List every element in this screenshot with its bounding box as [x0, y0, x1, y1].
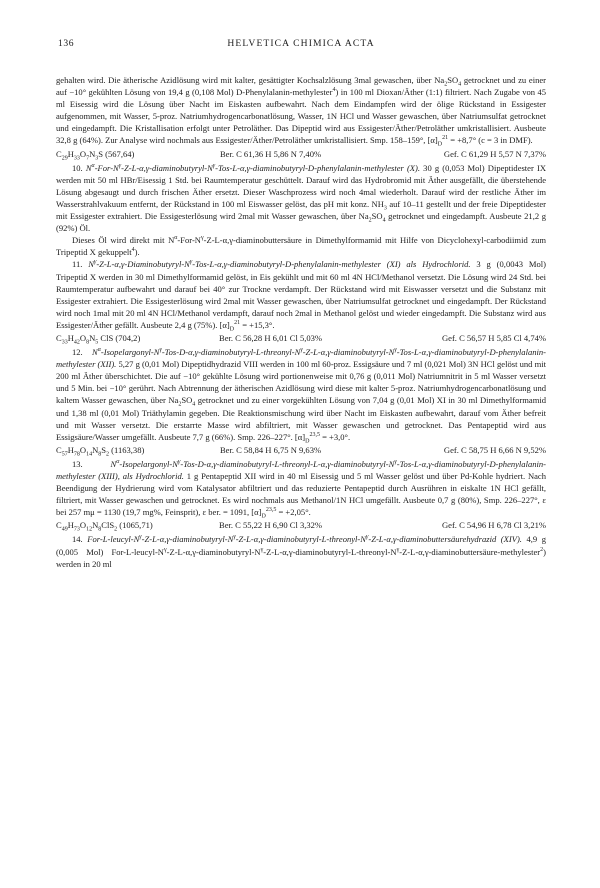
page-header: [56, 38, 546, 54]
analysis-formula: $C_{49}H_{73}O_{12}N_8ClS_2$ (1065,71): [56, 520, 153, 534]
analysis-calculated: Ber. C 56,28 H 6,01 Cl 5,03%: [219, 332, 323, 343]
elemental-analysis: [56, 332, 546, 344]
journal-page: [56, 38, 546, 570]
paragraph: gehalten wird. Die ätherische Azidlösung wird mit kalter, gesättigter Kochsalzlösung 3mal gewaschen, über $Na_2SO_4$ getrocknet und zu einer auf −10° gekühlten Lösung von 19,4 g (0,108 Mol) D-Phenylalanin-methylester$^4$) in 100 ml Dioxan/Äther (1:1) filtriert. Nach Zugabe von 45 ml Eisessig wird die Lösung über Nacht im Eiskasten aufbewahrt. Nach dem Eindampfen wird der ölige Rückstand in Essigester aufgenommen, mit Wasser, 5-proz. Natriumhydrogencarbonatlösung, Wasser, 1N HCl und Wasser gewaschen, über Natriumsulfat getrocknet und eingedampft. Die Kristallisation erfolgt unter Petroläther. Das Dipeptid wird aus Essigester/Äther/Petroläther umkristallisiert. Ausbeute 32,8 g (64%). Zur Analyse wird nochmals aus Essigester/Äther/Petroläther umkristallisiert. Smp. 158–159°, $[\alpha]_D^{21} = +8,7^\circ$ (c = 3 in DMF).: [56, 75, 547, 149]
journal-title: HELVETICA CHIMICA ACTA: [227, 38, 375, 49]
analysis-found: Gef. C 61,29 H 5,57 N 7,37%: [443, 148, 546, 159]
article-body: [56, 74, 546, 570]
analysis-formula: $C_{29}H_{33}O_7N_3S$ (567,64): [56, 148, 135, 162]
paragraph: Dieses Öl wird direkt mit $N^\alpha-For-N^\gamma-Z-L-\alpha,\gamma$-diaminobuttersäure in Dimethylformamid mit Hilfe von Dicyclohexyl-carbodiimid zum Tripeptid X gekuppelt$^4$).: [56, 235, 546, 258]
analysis-formula: $C_{57}H_{78}O_{14}N_8S_2$ (1163,38): [56, 444, 145, 458]
analysis-calculated: Ber. C 55,22 H 6,90 Cl 3,32%: [219, 520, 323, 531]
paragraph: 11. $N^\gamma-Z-L-\alpha,\gamma-Diaminobutyryl-N^\gamma-Tos-L-\alpha,\gamma-diaminobutyryl-D-phenylalanin$-methylester (XI) als Hydrochlorid. 3 g (0,0043 Mol) Tripeptid X werden in 30 ml Dimethylformamid gelöst, in Eis gekühlt und mit 60 ml 4N HCl/Methanol versetzt. Die Lösung wird 24 Std. bei Raumtemperatur aufbewahrt und darauf bei 40° zur Trockne verdampft. Der Rückstand wird mit Eiswasser versetzt und die Substanz mit Essigester extrahiert. Die Essigesterlösung wird 2mal mit Wasser gewaschen, über Natriumsulfat getrocknet und eingedampft. Der Rückstand wird noch 1mal mit 20 ml 4N HCl/Methanol verdampft, darauf noch 2mal in Methanol gelöst und wieder eingedampft. Die Substanz wird aus Essigester/Äther gefällt. Ausbeute 2,4 g (75%). $[\alpha]_D^{21} = +15,3^\circ$.: [56, 259, 546, 333]
elemental-analysis: [56, 519, 546, 534]
paragraph: 10. $N^\alpha-For-N^\gamma-Z-L-\alpha,\gamma-diaminobutyryl-N^\gamma-Tos-L-\alpha,\gamma-diaminobutyryl-D-phenylalanin$-methylester (X). 30 g (0,053 Mol) Dipeptidester IX werden mit 50 ml HBr/Eisessig 1 Std. bei Raumtemperatur geschüttelt. Darauf wird das Hydrobromid mit Äther ausgefällt, die überstehende Lösung abgesaugt und durch frischen Äther ersetzt. Dieser Waschprozess wird noch 4mal wiederholt. Darauf wird der restliche Äther im Wasserstrahlvakuum entfernt, der Rückstand in 100 ml Eiswasser gelöst, das pH mit konz. $NH_3$ auf 10–11 gestellt und der freie Dipeptidester mit Essigester extrahiert. Die Essigesterlösung wird 2mal mit Wasser gewaschen, über $Na_2SO_4$ getrocknet und eingedampft. Ausbeute 21,2 g (92%) Öl.: [56, 162, 546, 234]
paragraph: 12. $N^\alpha-Isopelargonyl-N^\gamma-Tos-D-\alpha,\gamma-diaminobutyryl-L-threonyl-N^\gamma-Z-L-\alpha,\gamma-diaminobutyryl-N^\gamma-Tos-L-\alpha,\gamma-diaminobutyryl-D$-phenylalanin-methylester (XII). 5,27 g (0,01 Mol) Dipeptidhydrazid VIII werden in 100 ml 60-proz. Essigsäure und 7 ml (0,021 Mol) 3N HCl gelöst und mit 200 ml Äther überschichtet. Die auf −10° gekühlte Lösung wird portionenweise mit 0,76 g (0,011 Mol) Natriumnitrit in 5 ml Wasser versetzt und 5 Min. bei −10° gerührt. Nach Abtrennung der ätherischen Azidlösung wird diese mit kalter 5-proz. Natriumhydrogencarbonatlösung und kaltem Wasser gewaschen, über $Na_2SO_4$ getrocknet und zu einer vorgekühlten Lösung von 7,04 g (0,01 Mol) XI in 30 ml Dimethylformamid und 1,38 ml (0,01 Mol) Triäthylamin gegeben. Die Reaktionsmischung wird über Nacht im Eiskasten aufbewahrt, darauf vom Äther befreit und mit Wasser versetzt. Die erstarrte Masse wird abfiltriert, mit Wasser gewaschen und getrocknet. Das Pentapeptid wird aus Essigsäure/Wasser umgefällt. Ausbeute 7,7 g (66%). Smp. 226–227°. $[\alpha]_D^{23,5} = +3,0^\circ$.: [56, 347, 547, 445]
analysis-found: Gef. C 58,75 H 6,66 N 9,52%: [443, 444, 546, 455]
analysis-found: Gef. C 56,57 H 5,85 Cl 4,74%: [442, 332, 546, 343]
elemental-analysis: [56, 444, 546, 456]
paragraph: 13. $N^\alpha-Isopelargonyl-N^\gamma-Tos-D-\alpha,\gamma-diaminobutyryl-L-threonyl-L-\alpha,\gamma-diaminobutyryl-N^\gamma-Tos-L-\alpha,\gamma-diaminobutyryl-D-phenylalanin-$methylester (XIII), als Hydrochlorid. 1 g Pentapeptid XII wird in 40 ml Eisessig und 5 ml Wasser gelöst und über Pd-Kohle hydriert. Nach Beendigung der Hydrierung wird vom Katalysator abfiltriert und das reduzierte Pentapeptid durch Ausrühren in eiskalte 1N HCl gefällt, filtriert, mit Wasser gewaschen und getrocknet. Es wird nochmals aus Methanol/1N HCl umgefällt. Ausbeute 0,7 g (80%), Smp. 226–227°, ε bei 257 mμ = 1130 (19,7 mg%, Feinsprit), ε ber. = 1091, $[\alpha]_D^{23,5} = +2,05^\circ$.: [56, 458, 546, 520]
elemental-analysis: [56, 148, 546, 160]
analysis-formula: $C_{33}H_{42}O_8N_5$ ClS (704,2): [56, 332, 141, 346]
paragraph: 14. For-$L-leucyl-N^\gamma-Z-L-\alpha,\gamma-diaminobutyryl-N^\gamma-Z-L-\alpha,\gamma-diaminobutyryl-L-threonyl-N^\gamma-Z-L-\alpha,\gamma$-diaminobuttersäurehydrazid (XIV). 4,9 g (0,005 Mol) For-$L-leucyl-N^\gamma-Z-L-\alpha,\gamma-diaminobutyryl-N^\gamma-Z-L-\alpha,\gamma-diaminobutyryl-L-threonyl-N^\gamma-Z-L-\alpha,\gamma-diaminobuttersäure-methylester^2$) werden in 20 ml: [56, 534, 546, 569]
analysis-calculated: Ber. C 61,36 H 5,86 N 7,40%: [219, 148, 322, 159]
analysis-found: Gef. C 54,96 H 6,78 Cl 3,21%: [442, 520, 546, 531]
page-number: 136: [58, 38, 75, 49]
analysis-calculated: Ber. C 58,84 H 6,75 N 9,63%: [219, 444, 322, 455]
